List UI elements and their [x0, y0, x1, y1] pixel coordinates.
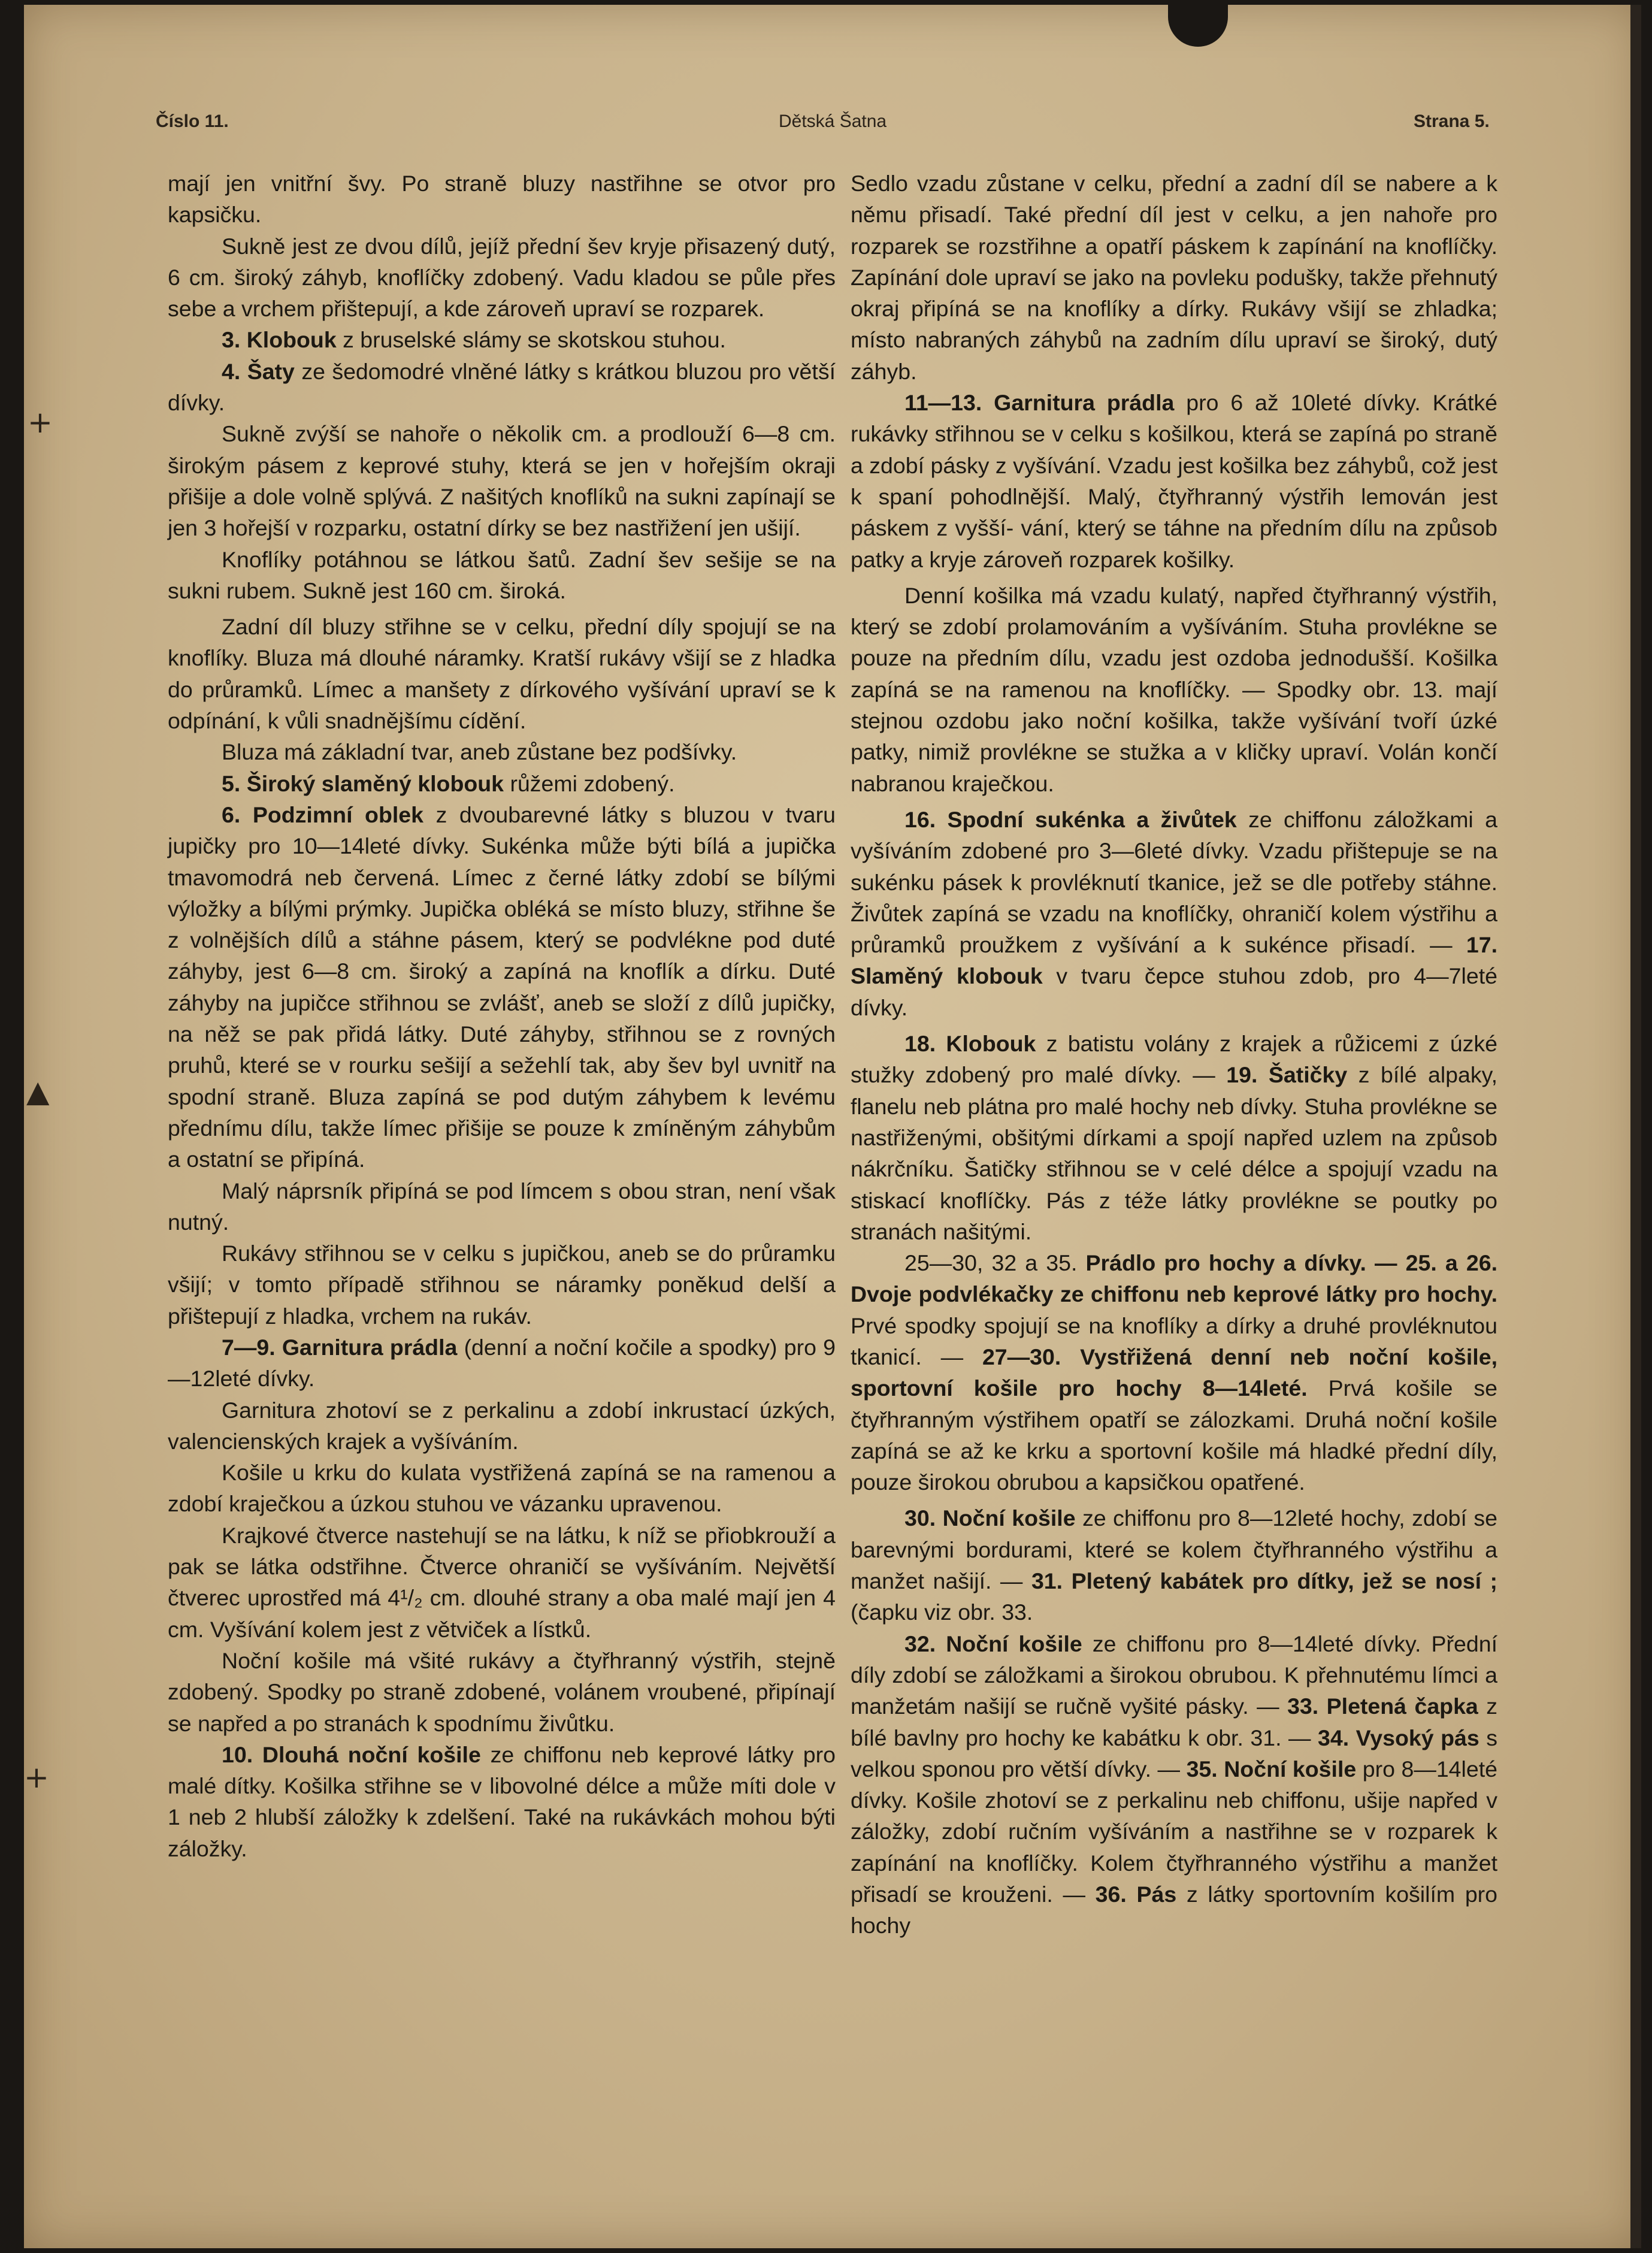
paragraph: 16. Spodní sukénka a živůtek ze chiffonu záložkami a vyšíváním zdobené pro 3—6leté dívky. Vzadu přištepuje se na sukénku pásek k provléknutí tkanice, jež se dle potřeby stáhne. Živůtek zapíná se vzadu na knoflíčky, ohraničí kolem výstřihu a průramků proužkem z vyšívání a k sukénce přisadí. — 17. Slaměný klobouk v tvaru čepce stuhou zdob, pro 4—7leté dívky. [851, 806, 1498, 1020]
margin-mark-1: + [28, 405, 53, 440]
publication-title: Dětská Šatna [779, 111, 887, 131]
issue-number: Číslo 11. [156, 111, 229, 131]
margin-mark-3: + [24, 1760, 49, 1795]
paragraph: Rukávy střihnou se v celku s jupičkou, aneb se do průramku všijí; v tomto případě střihnou se náramky poněkud delší a přištepují z hladka, vrchem na rukáv. [168, 1241, 836, 1329]
paragraph: 6. Podzimní oblek z dvoubarevné látky s bluzou v tvaru jupičky pro 10—14leté dívky. Sukénka může býti bílá a jupička tmavomodrá neb červená. Límec z černé látky zdobí se bílými výložky a bílými prýmky. Jupička obléká se místo bluzy, střihne še z volnějších dílů a stáhne pásem, který se podvlékne pod duté záhyby, jest 6—8 cm. široký a zapíná na knoflík a dírku. Duté záhyby na jupičce střihnou se zvlášť, aneb se složí z dílů jupičky, na něž se pak přidá látky. Duté záhyby, střihnou se z rovných pruhů, které se v rourku sešijí a sežehlí tak, aby šev byl uvnitř na spodní straně. Bluza zapíná se pod dutým záhybem k levému přednímu dílu, takže límec přišije se pouze k zmíněným záhybům a ostatní se připíná. [168, 802, 836, 1172]
item-title: 10. Dlouhá noční košile [222, 1741, 481, 1767]
paragraph: Noční košile má všité rukávy a čtyřhranný výstřih, stejně zdobený. Spodky po straně zdobené, volánem vroubené, připínají se napřed a po stranách k spodnímu živůtku. [168, 1647, 836, 1736]
item-title: 5. Široký slaměný klobouk [222, 770, 504, 796]
paragraph: Bluza má základní tvar, aneb zůstane bez podšívky. [222, 739, 737, 765]
item-title: 30. Noční košile [904, 1505, 1076, 1531]
paragraph: Malý náprsník připíná se pod límcem s obou stran, není však nutný. [168, 1178, 836, 1235]
paragraph: Sukně jest ze dvou dílů, jejíž přední šev kryje přisazený dutý, 6 cm. široký záhyb, knoflíčky zdobený. Vadu kladou se půle přes sebe a vrchem přištepují, a kde zároveň upraví se rozparek. [168, 233, 836, 322]
paragraph: 18. Klobouk z batistu volány z krajek a růžicemi z úzké stužky zdobený pro malé dívky. — 19. Šatičky z bílé alpaky, flanelu neb plátna pro malé hochy neb dívky. Stuha provlékne se nastřiženými, obšitými dírkami a spojí napřed uzlem na způsob nákrčníku. Šatičky střihnou se v celé délce a spojují vzadu na stiskací knoflíčky. Pás z téže látky provlékne se poutky po stranách našitými. [851, 1031, 1498, 1244]
item-title: 7—9. Garnitura prádla [222, 1334, 458, 1360]
item-title: 17. Slaměný klobouk [851, 932, 1498, 989]
newspaper-page [24, 5, 1641, 2248]
item-title: 18. Klobouk [904, 1031, 1036, 1057]
item-title: Šaty [247, 358, 295, 384]
item-title: 32. Noční košile [904, 1631, 1082, 1656]
paragraph: Krajkové čtverce nastehují se na látku, k níž se přiobkrouží a pak se látka odstřihne. Čtverce ohraničí se vyšíváním. Největší čtverec uprostřed má 4¹/₂ cm. dlouhé strany a oba malé mají jen 4 cm. Vyšívání kolem jest z větviček a lístků. [168, 1522, 836, 1642]
item-title: 34. Vysoký pás [1318, 1725, 1479, 1750]
item-title: Klobouk [246, 327, 337, 353]
item-title: 6. Podzimní oblek [222, 802, 424, 827]
paragraph: 5. Široký slaměný klobouk růžemi zdobený. [222, 770, 675, 796]
paragraph: 11—13. Garnitura prádla pro 6 až 10leté dívky. Krátké rukávky střihnou se v celku s košilkou, která se zapíná po straně a zdobí pásky z vyšívání. Vzadu jest košilka bez záhybů, což jest k spaní pohodlnější. Malý, čtyřhranný výstřih lemován jest páskem z vyšší- vání, který se táhne na předním dílu na způsob patky a kryje zároveň rozparek košilky. [851, 390, 1498, 572]
paragraph: Zadní díl bluzy střihne se v celku, přední díly spojují se na knoflíky. Bluza má dlouhé náramky. Kratší rukávy všijí se z hladka do průramků. Límec a manšety z dírkového vyšívání upraví se k odpínání, k vůli snadnějšímu cídění. [168, 614, 836, 734]
item-title: 36. Pás [1095, 1882, 1177, 1907]
page-notch [1168, 5, 1228, 47]
page-number: Strana 5. [1414, 111, 1490, 131]
paragraph: 25—30, 32 a 35. Prádlo pro hochy a dívky. — 25. a 26. Dvoje podvlékačky ze chiffonu neb keprové látky pro hochy. Prvé spodky spojují se na knoflíky a dírky a druhé provléknutou tkanicí. — 27—30. Vystřižená denní neb noční košile, sportovní košile pro hochy 8—14leté. Prvá košile se čtyřhranným výstřihem opatří se zálozkami. Druhá noční košile zapíná se až ke krku a sportovní košile má hladké přední díly, pouze širokou obrubou a kapsičkou opatřené. [851, 1250, 1498, 1495]
paragraph: 10. Dlouhá noční košile ze chiffonu neb keprové látky pro malé dítky. Košilka střihne se v libovolné délce a může míti dole v 1 neb 2 hlubší záložky k zdelšení. Také na rukávkách mohou býti záložky. [168, 1741, 836, 1861]
paragraph: 7—9. Garnitura prádla (denní a noční kočile a spodky) pro 9—12leté dívky. [168, 1334, 836, 1392]
left-column [168, 168, 836, 1864]
paragraph: Knoflíky potáhnou se látkou šatů. Zadní šev sešije se na sukni rubem. Sukně jest 160 cm. široká. [168, 546, 836, 603]
paragraph: Sukně zvýší se nahoře o několik cm. a prodlouží 6—8 cm. širokým pásem z keprové stuhy, která se jen v hořejším okraji přišije a dole volně splývá. Z našitých knoflíků na sukni zapínají se jen 3 hořejší v rozparku, ostatní dírky se bez nastřižení jen ušijí. [168, 421, 836, 541]
item-title: 35. Noční košile [1186, 1756, 1357, 1782]
page-edge-shadow [1630, 5, 1641, 2248]
right-column [851, 168, 1497, 1941]
paragraph: Garnitura zhotoví se z perkalinu a zdobí inkrustací úzkých, valencienských krajek a vyšíváním. [168, 1397, 836, 1454]
paragraph: mají jen vnitřní švy. Po straně bluzy nastřihne se otvor pro kapsičku. [168, 171, 836, 228]
paragraph: 4. Šaty ze šedomodré vlněné látky s krátkou bluzou pro větší dívky. [168, 358, 836, 416]
paragraph: 30. Noční košile ze chiffonu pro 8—12leté hochy, zdobí se barevnými bordurami, které se kolem čtyřhranného výstřihu a manžet našijí. — 31. Pletený kabátek pro dítky, jež se nosí ; (čapku viz obr. 33. [851, 1505, 1497, 1625]
item-title: 27—30. Vystřižená denní neb noční košile, sportovní košile pro hochy 8—14leté. [851, 1344, 1497, 1401]
item-title: 19. Šatičky [1226, 1062, 1348, 1088]
paragraph: 32. Noční košile ze chiffonu pro 8—14leté dívky. Přední díly zdobí se záložkami a širokou obrubou. K přehnutému límci a manžetám našijí se ručně vyšité pásky. — 33. Pletená čapka z bílé bavlny pro hochy ke kabátku k obr. 31. — 34. Vysoký pás s velkou sponou pro větší dívky. — 35. Noční košile pro 8—14leté dívky. Košile zhotoví se z perkalinu neb chiffonu, ušije napřed v záložky, zdobí ručním vyšíváním a nastřihne se v rozparek k zapínání na knoflíčky. Kolem čtyřhranného výstřihu a manžet přisadí se krouženi. — 36. Pás z látky sportovním košilím pro hochy [851, 1631, 1498, 1939]
paragraph: 3. Klobouk z bruselské slámy se skotskou stuhou. [222, 327, 726, 353]
page-header [24, 107, 1641, 143]
margin-mark-2: ▲ [26, 1074, 50, 1109]
paragraph: Sedlo vzadu zůstane v celku, přední a zadní díl se nabere a k němu přisadí. Také přední díl jest v celku, a jen nahoře pro rozparek se rozstřihne a opatří páskem k zapínání na knoflíčky. Zapínání dole upraví se jako na povleku podušky, takže přehnutý okraj připíná se na knoflíky a dírky. Rukávy všijí se zhladka; místo nabraných záhybů na zadním dílu upraví se široký, dutý záhyb. [851, 171, 1497, 384]
item-title: 33. Pletená čapka [1287, 1693, 1478, 1719]
paragraph: Košile u krku do kulata vystřižená zapíná se na ramenou a zdobí kraječkou a úzkou stuhou ve vázanku upravenou. [168, 1460, 836, 1517]
item-title: 16. Spodní sukénka a živůtek [904, 806, 1237, 832]
item-title: Prádlo pro hochy a dívky. — 25. a 26. Dvoje podvlékačky ze chiffonu neb keprové látky pro hochy. [851, 1250, 1498, 1307]
paragraph: Denní košilka má vzadu kulatý, napřed čtyřhranný výstřih, který se zdobí prolamováním a vyšíváním. Stuha provlékne se pouze na předním dílu, vzadu jest ozdoba jednodušší. Košilka zapíná se na ramenou na knoflíčky. — Spodky obr. 13. mají stejnou ozdobu jako noční košilka, takže vyšívání tvoří úzké patky, nimiž provlékne se stužka a v kličky upraví. Volán končí nabranou kraječkou. [851, 582, 1497, 796]
item-title: 31. Pletený kabátek pro dítky, jež se nosí ; [1031, 1568, 1497, 1594]
item-title: 11—13. Garnitura prádla [904, 390, 1175, 416]
